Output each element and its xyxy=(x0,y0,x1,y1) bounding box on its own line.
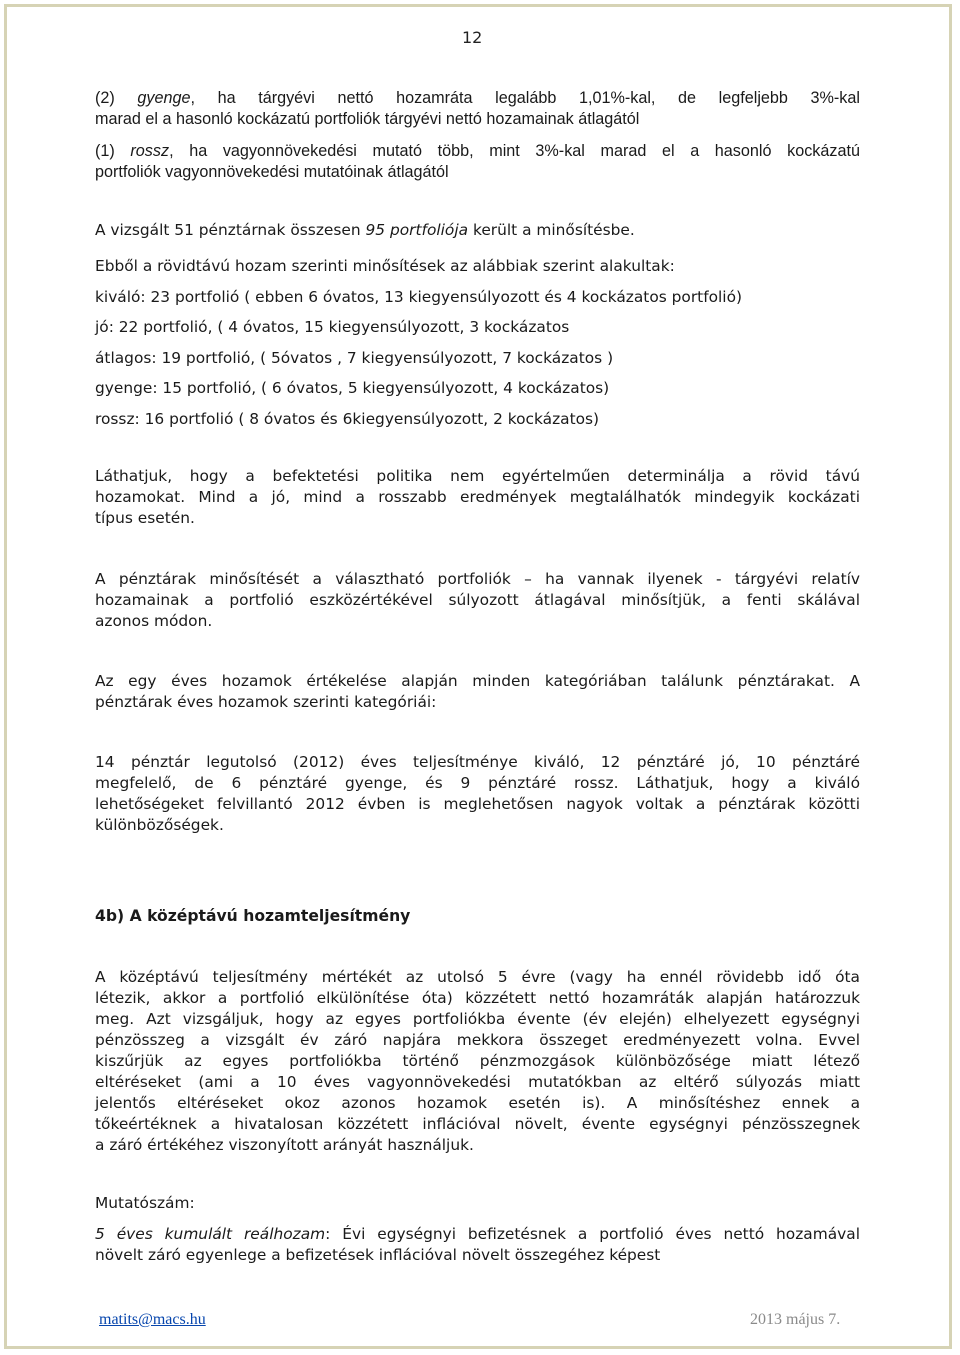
paragraph-lathatjuk: Láthatjuk, hogy a befektetési politika nem egyértelműen determinálja a rövid távú hozamokat. Mind a jó, mind a rosszabb eredmények megtalálhatók mindegyik kockázati típus esetén. xyxy=(95,467,860,527)
paragraph-egy-eves-hozamok: Az egy éves hozamok értékelése alapján minden kategóriában találunk pénztárakat. A pénztárak éves hozamok szerinti kategóriái: xyxy=(95,672,860,711)
definition-text: portfoliók vagyonnövekedési mutatóinak átlagától xyxy=(95,163,449,181)
paragraph-2012-teljesitmeny: 14 pénztár legutolsó (2012) éves teljesítménye kiváló, 12 pénztáré jó, 10 pénztáré megfelelő, de 6 pénztáré gyenge, és 9 pénztáré rossz. Láthatjuk, hogy a kiváló lehetőségeket felvillantó 2012 évben is meglehetősen nagyok voltak a pénztárak közötti különbözőségek. xyxy=(95,753,860,834)
mutatoszam-definition: 5 éves kumulált reálhozam: Évi egységnyi befizetésnek a portfolió éves nettó hozamával növelt záró egyenlege a befizetések inflációval növelt összegéhez képest xyxy=(95,1225,860,1264)
page-number: 12 xyxy=(462,28,483,47)
footer-date: 2013 május 7. xyxy=(750,1311,841,1328)
rating-definition-gyenge xyxy=(95,88,860,130)
definition-text: marad el a hasonló kockázatú portfoliók tárgyévi nettó hozamainak átlagától xyxy=(95,110,640,128)
item-number: (1) xyxy=(95,142,131,160)
portfolio-count: 95 portfoliója xyxy=(365,221,469,239)
indicator-term: 5 éves kumulált reálhozam xyxy=(95,1225,326,1243)
ratings-list xyxy=(95,251,860,435)
ratings-intro: Ebből a rövidtávú hozam szerinti minősítések az alábbiak szerint alakultak: xyxy=(95,257,675,275)
definition-text: , ha tárgyévi nettó hozamráta legalább 1,01%-kal, de legfeljebb 3%-kal xyxy=(190,89,861,107)
rating-line-atlagos: átlagos: 19 portfolió, ( 5óvatos , 7 kiegyensúlyozott, 7 kockázatos ) xyxy=(95,348,614,367)
section-heading-4b: 4b) A középtávú hozamteljesítmény xyxy=(95,907,411,925)
definition-text: , ha vagyonnövekedési mutató több, mint 3%-kal marad el a hasonló kockázatú xyxy=(169,142,860,160)
footer-email-link[interactable]: matits@macs.hu xyxy=(99,1311,206,1328)
rating-line-gyenge: gyenge: 15 portfolió, ( 6 óvatos, 5 kiegyensúlyozott, 4 kockázatos) xyxy=(95,379,610,398)
paragraph-penztarak-minositese: A pénztárak minősítését a választható portfoliók – ha vannak ilyenek - tárgyévi relatív hozamainak a portfolió eszközértékével súlyozott átlagával minősítjük, a fenti skálával azonos módon. xyxy=(95,570,860,630)
rating-line-jo: jó: 22 portfolió, ( 4 óvatos, 15 kiegyensúlyozott, 3 kockázatos xyxy=(95,318,570,337)
rating-term: rossz xyxy=(130,142,170,160)
rating-term: gyenge xyxy=(137,89,191,107)
paragraph-kozeptavu: A középtávú teljesítmény mértékét az utolsó 5 évre (vagy ha ennél rövidebb idő óta létezik, akkor a portfolió elkülönítése óta) közzétett nettó hozamráták alapján határozzuk meg. Azt vizsgáljuk, hogy az egyes portfoliókba évente (év elején) elhelyezett egységnyi pénzösszeg a vizsgált év záró napjára mekkora összeget eredményezett volna. Evvel kiszűrjük az egyes portfoliókba történő pénzmozgások különbözősége miatt létező eltéréseket (ami a 10 éves vagyonnövekedési mutatókban az eltérő súlyozás miatt jelentős eltéréseket okoz azonos hozamok esetén is). A minősítéshez ennek a tőkeértéknek a hivatalosan közzétett inflációval növelt, évente egységnyi pénzösszegnek a záró értékéhez viszonyított arányát használjuk. xyxy=(95,968,860,1154)
rating-line-rossz: rossz: 16 portfolió ( 8 óvatos és 6kiegyensúlyozott, 2 kockázatos) xyxy=(95,409,600,428)
mutatoszam-label: Mutatószám: xyxy=(95,1194,195,1212)
rating-line-kivalo: kiváló: 23 portfolió ( ebben 6 óvatos, 13 kiegyensúlyozott és 4 kockázatos portfolió) xyxy=(95,287,742,306)
summary-line: A vizsgált 51 pénztárnak összesen 95 portfoliója került a minősítésbe. xyxy=(95,221,635,239)
item-number: (2) xyxy=(95,89,138,107)
rating-definition-rossz xyxy=(95,141,860,183)
